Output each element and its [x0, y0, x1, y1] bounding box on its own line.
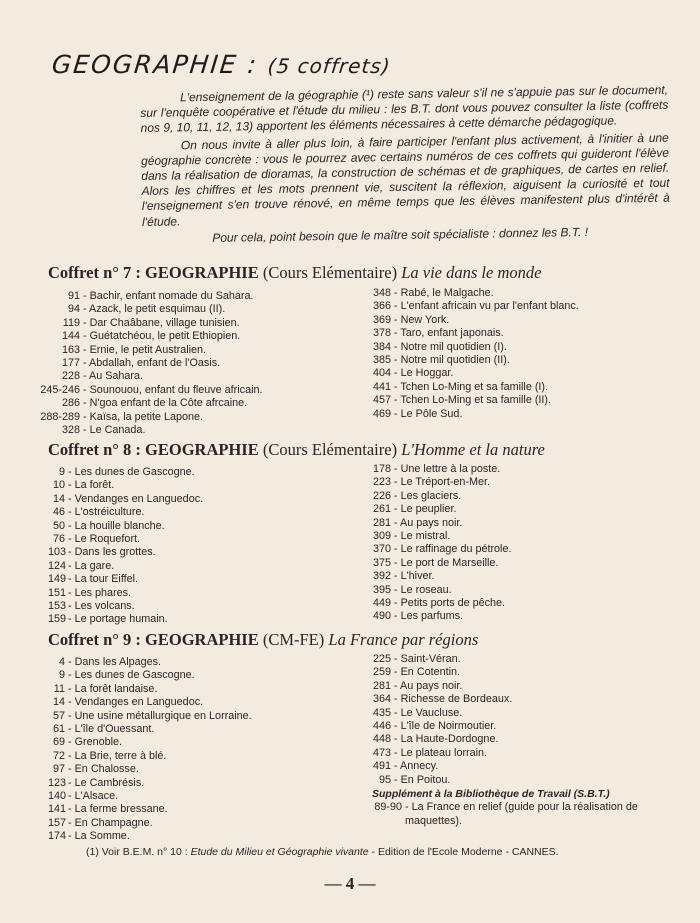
item-title: - Azack, le petit esquimau (II). [83, 303, 226, 316]
list-item [366, 367, 579, 380]
coffret-level: (Cours Elémentaire) [262, 440, 398, 459]
item-number: 72 [52, 749, 65, 762]
list-item [48, 546, 203, 559]
item-number: 14 [52, 696, 65, 709]
list-item [366, 287, 579, 300]
list-item [48, 587, 203, 600]
item-title: - L'île d'Ouessant. [68, 723, 155, 736]
coffret-subject: GEOGRAPHIE [145, 440, 259, 459]
list-item [48, 656, 252, 669]
item-title: - Le Vaucluse. [394, 706, 463, 719]
item-number: 163 [61, 343, 80, 356]
item-title: - Taro, enfant japonais. [394, 327, 504, 340]
coffret-9-heading [48, 630, 668, 650]
item-title: - Guétatchéou, le petit Ethiopien. [83, 330, 241, 343]
list-item [48, 520, 203, 533]
coffret-8-right-list [366, 463, 511, 624]
item-number: 149 [48, 573, 67, 586]
list-item [366, 381, 579, 394]
item-number: 378 [372, 327, 391, 340]
item-title: - Les dunes de Gascogne. [68, 669, 195, 682]
item-title: - New York. [394, 313, 450, 326]
item-title: - Petits ports de pêche. [394, 597, 506, 610]
list-item [366, 341, 579, 354]
item-title: - Le port de Marseille. [394, 556, 499, 569]
item-number: 94 [67, 303, 80, 316]
coffret-level: (Cours Elémentaire) [262, 263, 398, 282]
item-number: 4 [58, 656, 65, 668]
list-item [366, 463, 511, 476]
item-number: 76 [52, 533, 65, 546]
item-title: - Tchen Lo-Ming et sa famille (II). [394, 394, 552, 407]
item-title: - Ernie, le petit Australien. [83, 343, 207, 356]
coffret-label: Coffret n° 7 : [48, 263, 141, 282]
item-title: - La Brie, terre à blé. [68, 749, 167, 762]
list-item [48, 723, 252, 736]
item-title: - Dar Chaâbane, village tunisien. [83, 316, 240, 329]
item-title: - Le mistral. [394, 530, 451, 543]
list-item [48, 479, 203, 492]
list-item [38, 303, 263, 316]
list-item [366, 490, 511, 503]
item-number: 57 [52, 709, 65, 722]
list-item [48, 696, 252, 709]
item-number: 435 [372, 706, 391, 719]
coffret-7-right-list [366, 287, 579, 421]
list-item [48, 803, 252, 816]
item-title: - Dans les Alpages. [68, 656, 162, 668]
list-item [38, 384, 263, 397]
item-number: 140 [48, 790, 67, 803]
item-title: - L'hiver. [394, 570, 435, 583]
coffret-theme: La France par régions [328, 630, 479, 649]
list-item [366, 517, 511, 530]
item-title: - La France en relief (guide pour la réalisation de maquettes). [405, 801, 638, 827]
item-number: 124 [48, 559, 67, 572]
list-item [48, 506, 203, 519]
item-title: - L'enfant africain vu par l'enfant blanc. [394, 300, 579, 313]
coffret-label: Coffret n° 9 : [48, 630, 141, 649]
item-number: 446 [372, 720, 391, 733]
item-number: 10 [52, 479, 65, 492]
list-item [366, 720, 673, 733]
item-title: - Le plateau lorrain. [394, 746, 488, 759]
list-item [48, 763, 252, 776]
item-title: - La forêt landaise. [68, 682, 158, 695]
coffret-7-left-list [38, 290, 263, 437]
coffret-9-left-list [48, 656, 252, 844]
item-title: - En Cotentin. [394, 666, 461, 679]
item-number: 144 [61, 330, 80, 343]
list-item [48, 573, 203, 586]
footnote-prefix: (1) Voir B.E.M. n° 10 : [86, 846, 188, 858]
item-number: 384 [372, 340, 391, 353]
list-item [48, 710, 252, 723]
coffret-8-left-list [48, 466, 203, 627]
item-number: 228 [61, 370, 80, 383]
item-number: 9 [58, 466, 65, 478]
item-number: 395 [372, 583, 391, 596]
item-number: 404 [372, 367, 391, 380]
item-number: 61 [52, 723, 65, 736]
list-item [38, 317, 263, 330]
item-title: - Le portage humain. [68, 613, 168, 626]
item-number: 95 [378, 773, 391, 786]
item-number: 174 [48, 830, 67, 843]
item-title: - L'Alsace. [68, 790, 119, 803]
list-item [366, 314, 579, 327]
item-number: 364 [372, 693, 391, 706]
item-number: 69 [52, 736, 65, 749]
item-title: - L'ostréiculture. [68, 506, 145, 519]
list-item [366, 543, 511, 556]
item-title: - Notre mil quotidien (I). [394, 340, 507, 353]
coffret-subject: GEOGRAPHIE [145, 263, 259, 282]
supplement-title: Supplément à la Bibliothèque de Travail (S.B.T.) [372, 788, 610, 801]
item-title: - La Somme. [68, 830, 130, 843]
item-number: 261 [372, 503, 391, 516]
item-number: 441 [372, 380, 391, 393]
item-title: - Le Roquefort. [68, 533, 141, 546]
page-number: — 4 — [324, 874, 376, 893]
list-item [48, 777, 252, 790]
item-number: 119 [62, 316, 80, 329]
item-number: 348 [372, 287, 391, 299]
item-title: - En Champagne. [68, 816, 153, 829]
intro-paragraph: Pour cela, point besoin que le maître soit spécialiste : donnez les B.T. ! [212, 224, 589, 245]
item-number: 153 [48, 600, 67, 613]
item-number: 50 [52, 519, 65, 532]
item-title: - Grenoble. [68, 736, 123, 749]
list-item [366, 394, 579, 407]
list-item [366, 584, 511, 597]
item-number: 159 [48, 613, 67, 626]
item-number: 448 [372, 733, 391, 746]
list-item [366, 680, 673, 693]
item-number: 97 [52, 763, 65, 776]
list-item [366, 476, 511, 489]
item-number: 457 [372, 394, 391, 407]
coffret-theme: La vie dans le monde [401, 263, 542, 282]
item-title: - Tchen Lo-Ming et sa famille (I). [394, 380, 549, 393]
list-item [48, 750, 252, 763]
intro-text [140, 83, 670, 249]
item-title: - L'île de Noirmoutier. [394, 720, 497, 733]
item-number: 46 [52, 506, 65, 519]
item-title: - Au pays noir. [394, 679, 463, 692]
item-number: 449 [372, 597, 391, 610]
list-item [48, 533, 203, 546]
item-title: - Au pays noir. [394, 516, 463, 529]
item-title: - La forêt. [68, 479, 115, 492]
supplement-item [366, 801, 673, 828]
title-sub: (5 coffrets) [266, 54, 392, 78]
item-title: - Au Sahara. [83, 370, 144, 383]
item-number: 226 [372, 489, 391, 502]
list-item [48, 817, 252, 830]
list-item [366, 503, 511, 516]
item-number: 259 [372, 666, 391, 679]
item-title: - Bachir, enfant nomade du Sahara. [83, 290, 254, 302]
item-title: - N'goa enfant de la Côte afrcaine. [83, 397, 248, 410]
item-title: - Les glaciers. [394, 489, 462, 502]
item-title: - Le raffinage du pétrole. [394, 543, 512, 556]
item-title: - Le peuplier. [394, 503, 457, 516]
item-number: 385 [372, 354, 391, 367]
item-title: - En Poitou. [394, 773, 451, 786]
item-number: 369 [372, 313, 391, 326]
list-item [366, 774, 673, 787]
list-item [48, 613, 203, 626]
list-item [366, 327, 579, 340]
list-item [48, 493, 203, 506]
item-title: - Les parfums. [394, 610, 464, 623]
list-item [366, 747, 673, 760]
list-item [48, 466, 203, 479]
item-title: - Abdallah, enfant de l'Oasis. [83, 357, 221, 370]
list-item [38, 357, 263, 370]
item-number: 490 [372, 610, 391, 623]
item-title: - Le roseau. [394, 583, 452, 596]
footnote-title: Etude du Milieu et Géographie vivante [190, 846, 369, 858]
item-title: - La tour Eiffel. [68, 573, 139, 586]
item-number: 91 [67, 290, 80, 302]
item-number: 281 [372, 516, 391, 529]
item-number: 370 [372, 543, 391, 556]
intro-paragraph: L'enseignement de la géographie (¹) reste sans valeur s'il ne s'appuie pas sur le document, sur l'enquête coopérative et l'étude du milieu : les B.T. dont vous pouvez consulter la liste (coffrets nos 9, 10, 11, 12, 13) apportent les éléments nécessaires à cette démarche pédagogique. [140, 82, 669, 136]
item-title: - Une lettre à la poste. [394, 463, 501, 475]
item-number: 328 [61, 424, 80, 437]
item-title: - Les phares. [68, 586, 132, 599]
list-item [366, 408, 579, 421]
item-title: - Le Pôle Sud. [394, 407, 463, 420]
item-title: - Annecy. [394, 760, 439, 773]
list-item [48, 736, 252, 749]
item-title: - La ferme bressane. [68, 803, 168, 816]
list-item [366, 707, 673, 720]
list-item [366, 530, 511, 543]
item-number: 157 [48, 816, 67, 829]
item-number: 14 [52, 492, 65, 505]
item-number: 103 [48, 546, 67, 559]
list-item [48, 669, 252, 682]
item-title: - La houille blanche. [68, 519, 165, 532]
item-number: 178 [372, 463, 391, 475]
list-item [48, 560, 203, 573]
coffret-8-heading [48, 440, 668, 460]
item-title: - Sounouou, enfant du fleuve africain. [83, 383, 263, 396]
item-number: 223 [372, 476, 391, 489]
list-item [366, 653, 673, 666]
item-title: - Les dunes de Gascogne. [68, 466, 195, 478]
list-item [38, 330, 263, 343]
item-title: - La Haute-Dordogne. [394, 733, 499, 746]
item-title: - Notre mil quotidien (II). [394, 354, 510, 367]
list-item [48, 600, 203, 613]
item-number: 151 [48, 586, 67, 599]
item-title: - Vendanges en Languedoc. [68, 492, 204, 505]
item-number: 309 [372, 530, 391, 543]
coffret-subject: GEOGRAPHIE [145, 630, 259, 649]
item-number: 469 [372, 407, 391, 420]
item-title: - Le Cambrésis. [68, 776, 145, 789]
item-title: - Le Canada. [83, 424, 146, 437]
list-item [48, 683, 252, 696]
coffret-level: (CM-FE) [262, 630, 325, 649]
list-item [366, 354, 579, 367]
coffret-7-heading [48, 263, 668, 283]
coffret-9-right-list [366, 653, 673, 828]
item-number: 286 [61, 397, 80, 410]
item-title: - Vendanges en Languedoc. [68, 696, 204, 709]
list-item [38, 290, 263, 303]
list-item [38, 397, 263, 410]
item-title: - Une usine métallurgique en Lorraine. [68, 709, 252, 722]
list-item [366, 300, 579, 313]
list-item [366, 597, 511, 610]
list-item [366, 760, 673, 773]
item-number: 288-289 [40, 410, 80, 423]
item-number: 225 [372, 653, 391, 665]
list-item [366, 557, 511, 570]
item-title: - Le Hoggar. [394, 367, 454, 380]
item-title: - En Chalosse. [68, 763, 139, 776]
list-item [366, 610, 511, 623]
item-number: 245-246 [40, 383, 80, 396]
item-number: 9 [58, 669, 65, 682]
item-number: 89-90 [374, 801, 402, 814]
list-item [38, 424, 263, 437]
list-item [38, 344, 263, 357]
footnote [86, 846, 559, 858]
item-number: 491 [372, 760, 391, 773]
item-title: - La gare. [68, 559, 115, 572]
list-item [366, 693, 673, 706]
list-item [38, 411, 263, 424]
item-number: 473 [372, 746, 391, 759]
item-number: 177 [61, 357, 80, 370]
item-title: - Le Tréport-en-Mer. [394, 476, 491, 489]
list-item [38, 370, 263, 383]
item-title: - Kaïsa, la petite Lapone. [83, 410, 204, 423]
page-title [50, 50, 392, 79]
intro-paragraph: On nous invite à aller plus loin, à faire participer l'enfant plus activement, à l'initier à une géographie concrète : vous le pourrez avec certains numéros de ces coffrets qui guideront l'élève dans la réalisation de dioramas, la construction de schémas et de graphiques, de cartes en relief. Alors les chiffres et les mots prennent vie, suscitent la réflexion, aiguisent la curiosité et tout l'enseignement s'en trouve rénové, en même temps que les élèves manifestent plus d'intérêt à l'étude. [140, 130, 670, 229]
list-item [48, 790, 252, 803]
item-number: 141 [48, 803, 67, 816]
item-number: 375 [372, 556, 391, 569]
footnote-suffix: - Edition de l'Ecole Moderne - CANNES. [371, 846, 559, 858]
item-number: 11 [53, 682, 65, 695]
item-number: 281 [372, 679, 391, 692]
list-item [48, 830, 252, 843]
item-title: - Richesse de Bordeaux. [394, 693, 513, 706]
item-title: - Rabé, le Malgache. [394, 287, 494, 299]
item-number: 392 [372, 570, 391, 583]
coffret-theme: L'Homme et la nature [401, 440, 545, 459]
item-title: - Les volcans. [68, 600, 135, 613]
title-main: GEOGRAPHIE : [50, 50, 260, 79]
item-number: 366 [372, 300, 391, 313]
coffret-label: Coffret n° 8 : [48, 440, 141, 459]
item-title: - Dans les grottes. [68, 546, 156, 559]
item-number: 123 [48, 776, 67, 789]
list-item [366, 733, 673, 746]
list-item [366, 570, 511, 583]
item-title: - Saint-Véran. [394, 653, 461, 665]
list-item [366, 666, 673, 679]
